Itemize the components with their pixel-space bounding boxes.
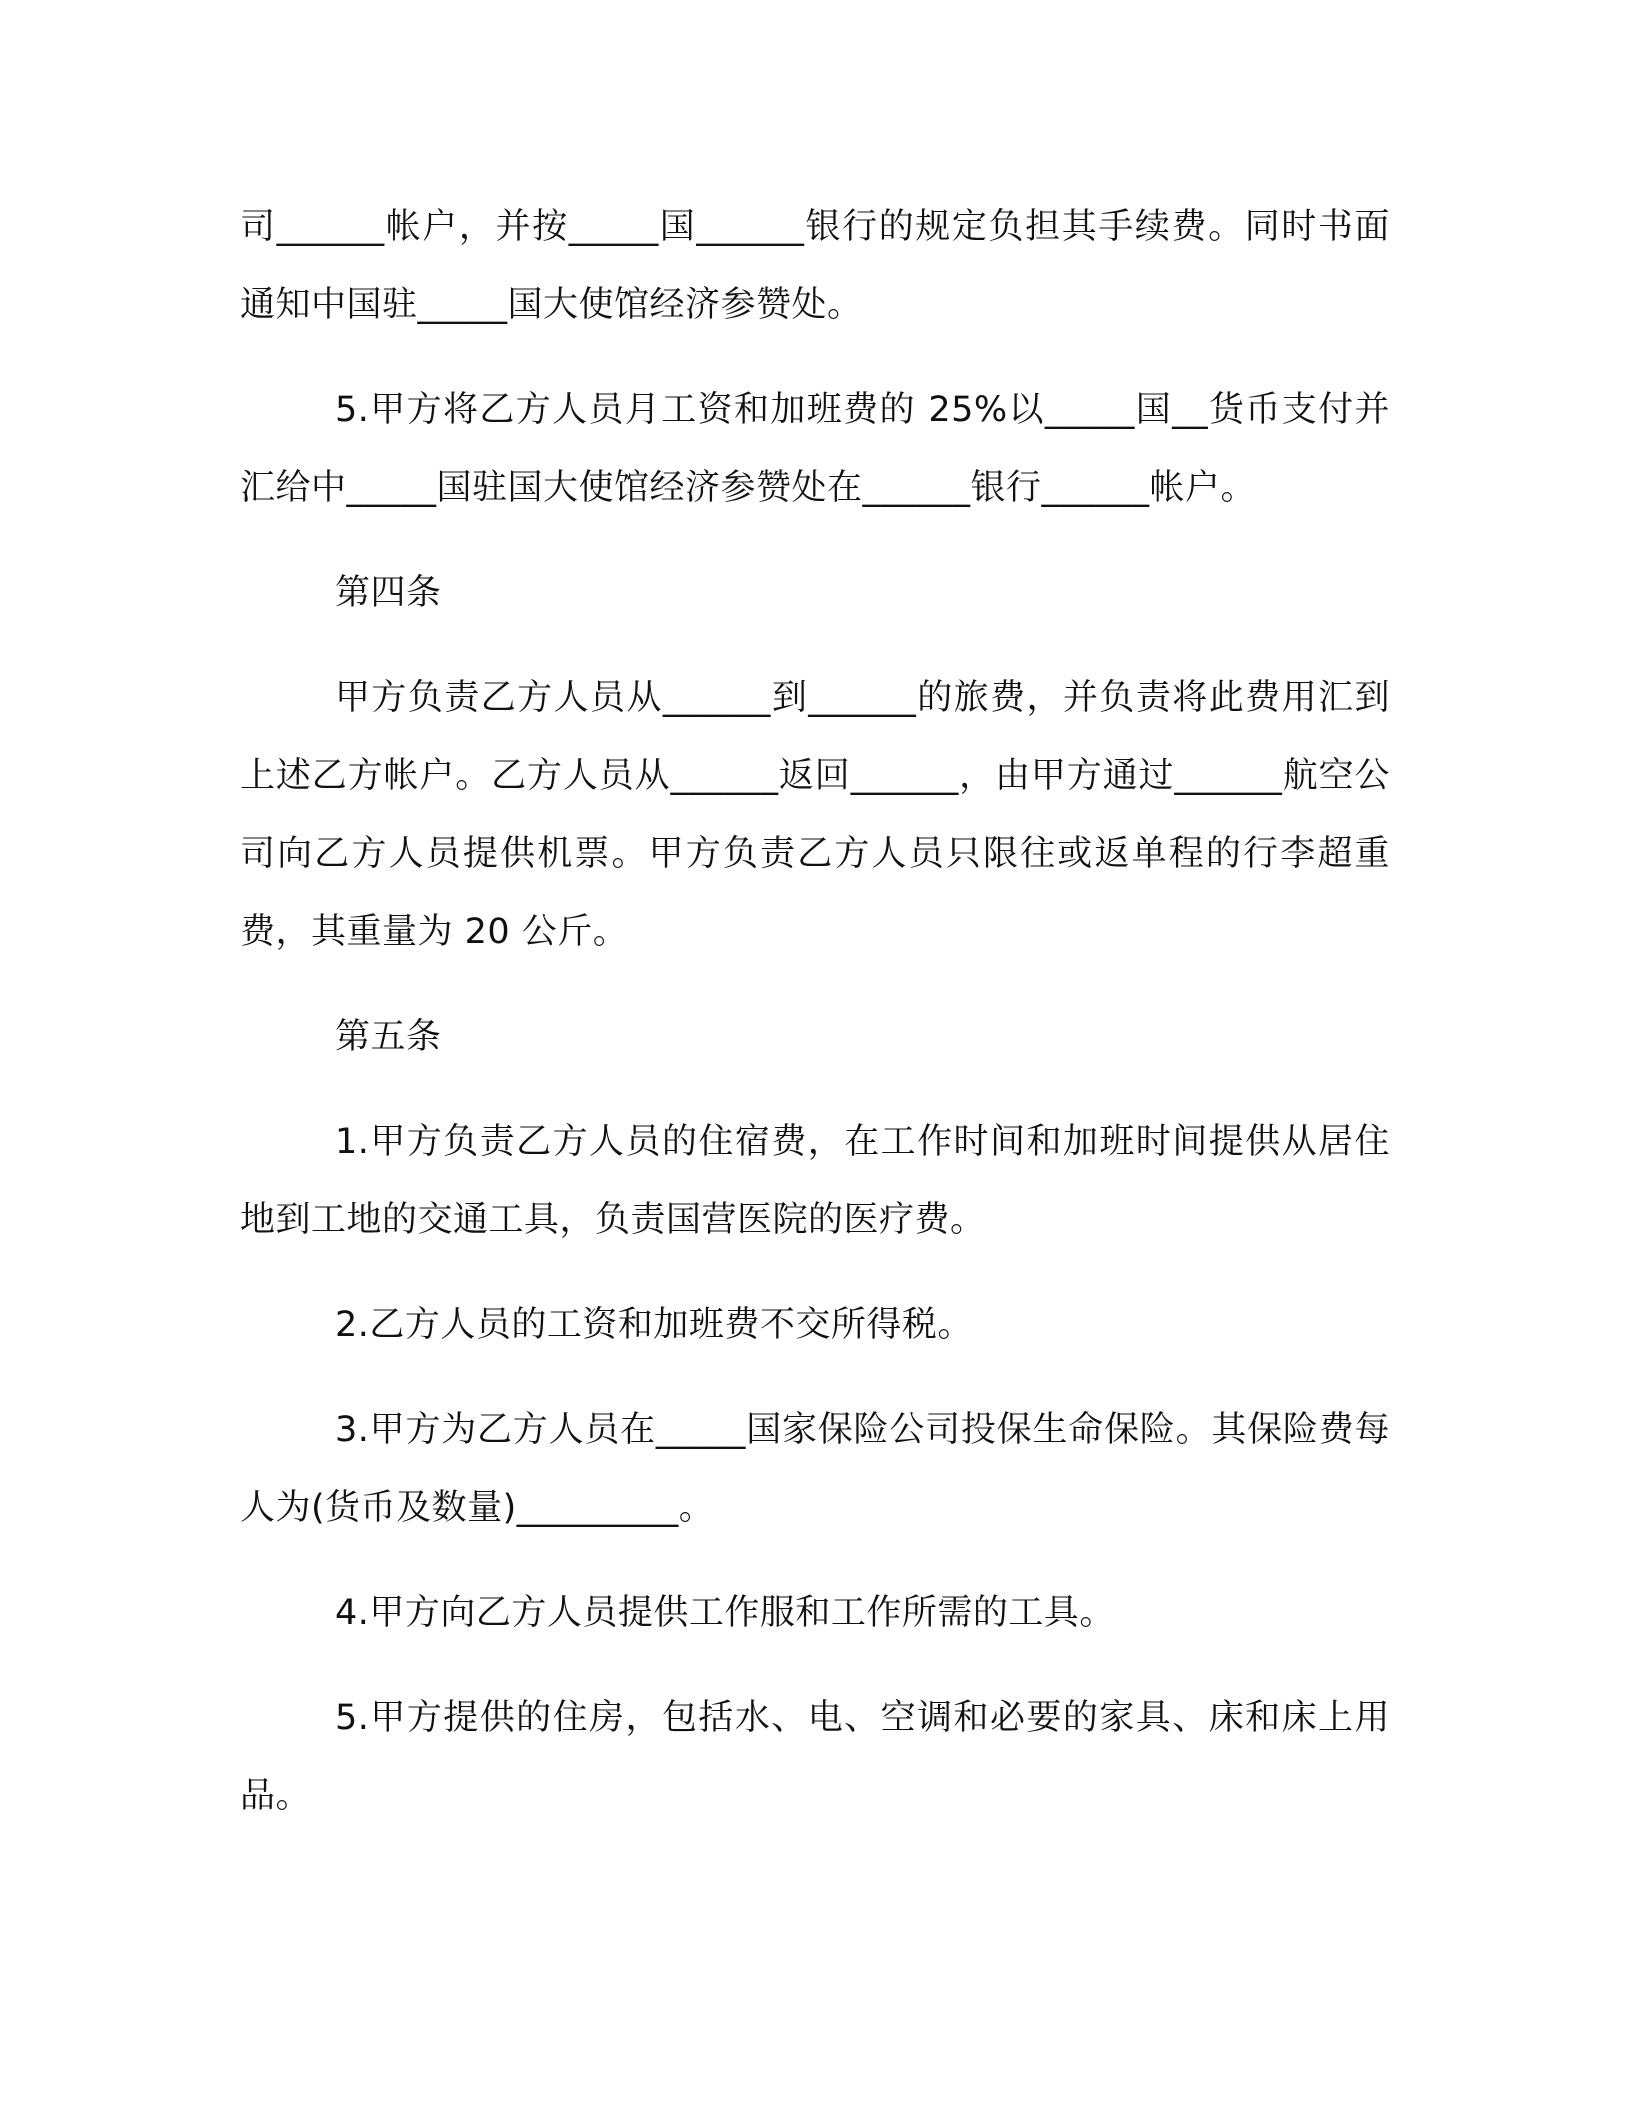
paragraph-tax-exemption: 2.乙方人员的工资和加班费不交所得税。 <box>335 1305 973 1345</box>
paragraph-housing: 5.甲方提供的住房，包括水、电、空调和必要的家具、床和床上用品。 <box>240 1698 1390 1816</box>
paragraph-travel-expenses: 甲方负责乙方人员从______到______的旅费，并负责将此费用汇到上述乙方帐户。乙方人员从______返回______，由甲方通过______航空公司向乙方人员提供机票。甲方负责乙方人员只限往或返单程的行李超重费，其重量为 20 公斤。 <box>240 678 1390 952</box>
heading-article-5: 第五条 <box>335 1017 442 1057</box>
paragraph-work-clothes: 4.甲方向乙方人员提供工作服和工作所需的工具。 <box>335 1593 1115 1633</box>
heading-article-4: 第四条 <box>335 573 442 613</box>
document-page <box>240 188 1390 1835</box>
paragraph-life-insurance: 3.甲方为乙方人员在_____国家保险公司投保生命保险。其保险费每人为(货币及数量)_________。 <box>240 1410 1390 1528</box>
paragraph-accommodation: 1.甲方负责乙方人员的住宿费，在工作时间和加班时间提供从居住地到工地的交通工具，负责国营医院的医疗费。 <box>240 1122 1390 1240</box>
paragraph-bank-account-notice: 司______帐户，并按_____国______银行的规定负担其手续费。同时书面通知中国驻_____国大使馆经济参赞处。 <box>240 207 1390 325</box>
paragraph-salary-payment: 5.甲方将乙方人员月工资和加班费的 25%以_____国__货币支付并汇给中_____国驻国大使馆经济参赞处在______银行______帐户。 <box>240 390 1390 508</box>
